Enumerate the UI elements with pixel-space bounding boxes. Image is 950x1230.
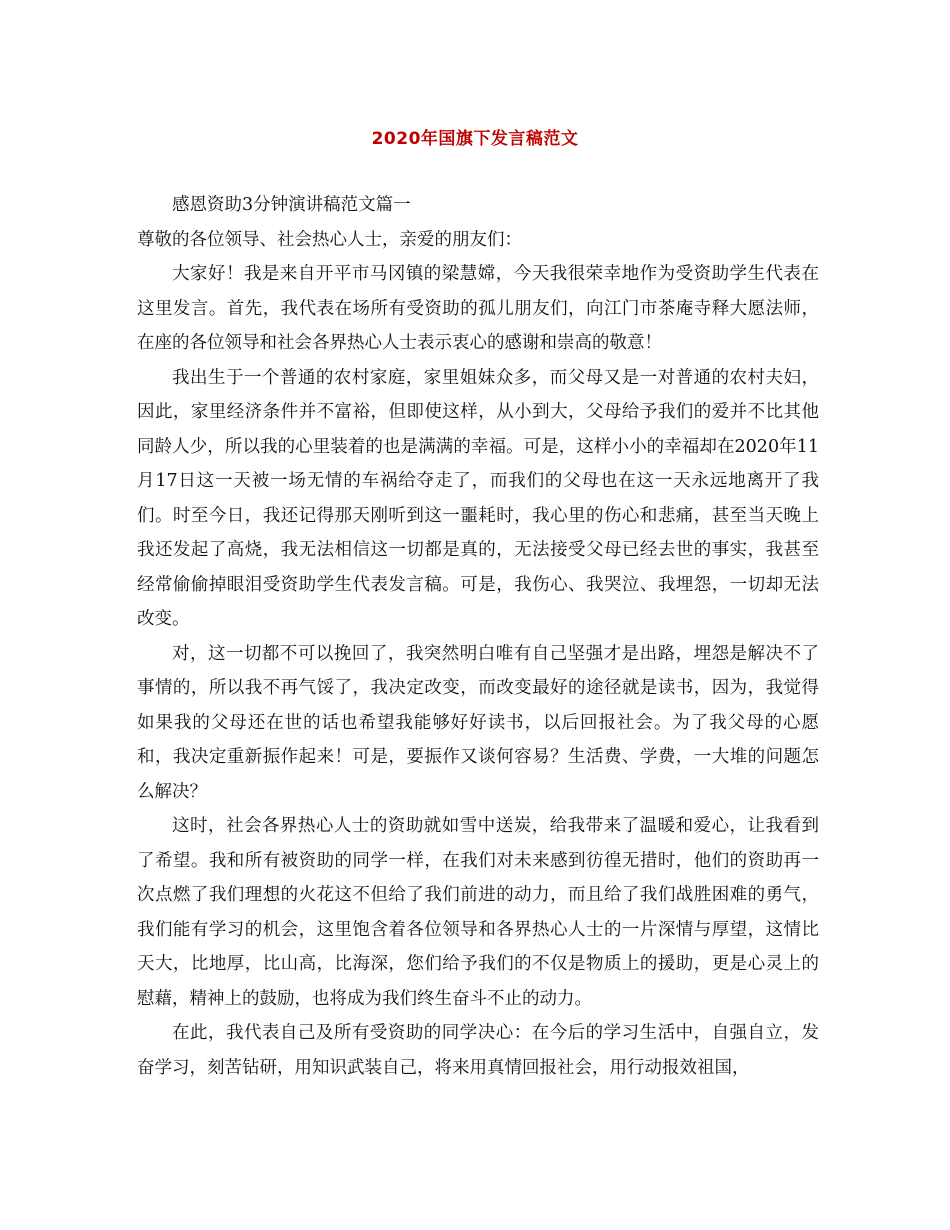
body-paragraph: 在此，我代表自己及所有受资助的同学决心：在今后的学习生活中，自强自立，发奋学习，刻苦钻研，用知识武装自己，将来用真情回报社会，用行动报效祖国， <box>137 1023 819 1078</box>
document-body <box>137 188 819 1085</box>
document-title: 2020年国旗下发言稿范文 <box>371 129 579 149</box>
body-paragraph: 这时，社会各界热心人士的资助就如雪中送炭，给我带来了温暖和爱心，让我看到了希望。我和所有被资助的同学一样，在我们对未来感到彷徨无措时，他们的资助再一次点燃了我们理想的火花这不但给了我们前进的动力，而且给了我们战胜困难的勇气，我们能有学习的机会，这里饱含着各位领导和各界热心人士的一片深情与厚望，这情比天大，比地厚，比山高，比海深，您们给予我们的不仅是物质上的援助，更是心灵上的慰藉，精神上的鼓励，也将成为我们终生奋斗不止的动力。 <box>137 816 819 1009</box>
body-paragraph: 大家好！我是来自开平市马冈镇的梁慧嫦，今天我很荣幸地作为受资助学生代表在这里发言。首先，我代表在场所有受资助的孤儿朋友们，向江门市茶庵寺释大愿法师，在座的各位领导和社会各界热心人士表示衷心的感谢和崇高的敬意！ <box>137 264 819 353</box>
body-paragraph: 对，这一切都不可以挽回了，我突然明白唯有自己坚强才是出路，埋怨是解决不了事情的，所以我不再气馁了，我决定改变，而改变最好的途径就是读书，因为，我觉得如果我的父母还在世的话也希望我能够好好读书，以后回报社会。为了我父母的心愿和，我决定重新振作起来！可是，要振作又谈何容易？生活费、学费，一大堆的问题怎么解决？ <box>137 643 819 802</box>
body-paragraph: 我出生于一个普通的农村家庭，家里姐妹众多，而父母又是一对普通的农村夫妇，因此，家里经济条件并不富裕，但即使这样，从小到大，父母给予我们的爱并不比其他同龄人少，所以我的心里装着的也是满满的幸福。可是，这样小小的幸福却在2020年11月17日这一天被一场无情的车祸给夺走了，而我们的父母也在这一天永远地离开了我们。时至今日，我还记得那天刚听到这一噩耗时，我心里的伤心和悲痛，甚至当天晚上我还发起了高烧，我无法相信这一切都是真的，无法接受父母已经去世的事实，我甚至经常偷偷掉眼泪受资助学生代表发言稿。可是，我伤心、我哭泣、我埋怨，一切却无法改变。 <box>137 367 819 629</box>
salutation: 尊敬的各位领导、社会热心人士，亲爱的朋友们： <box>137 229 522 250</box>
section-heading: 感恩资助3分钟演讲稿范文篇一 <box>172 195 411 215</box>
